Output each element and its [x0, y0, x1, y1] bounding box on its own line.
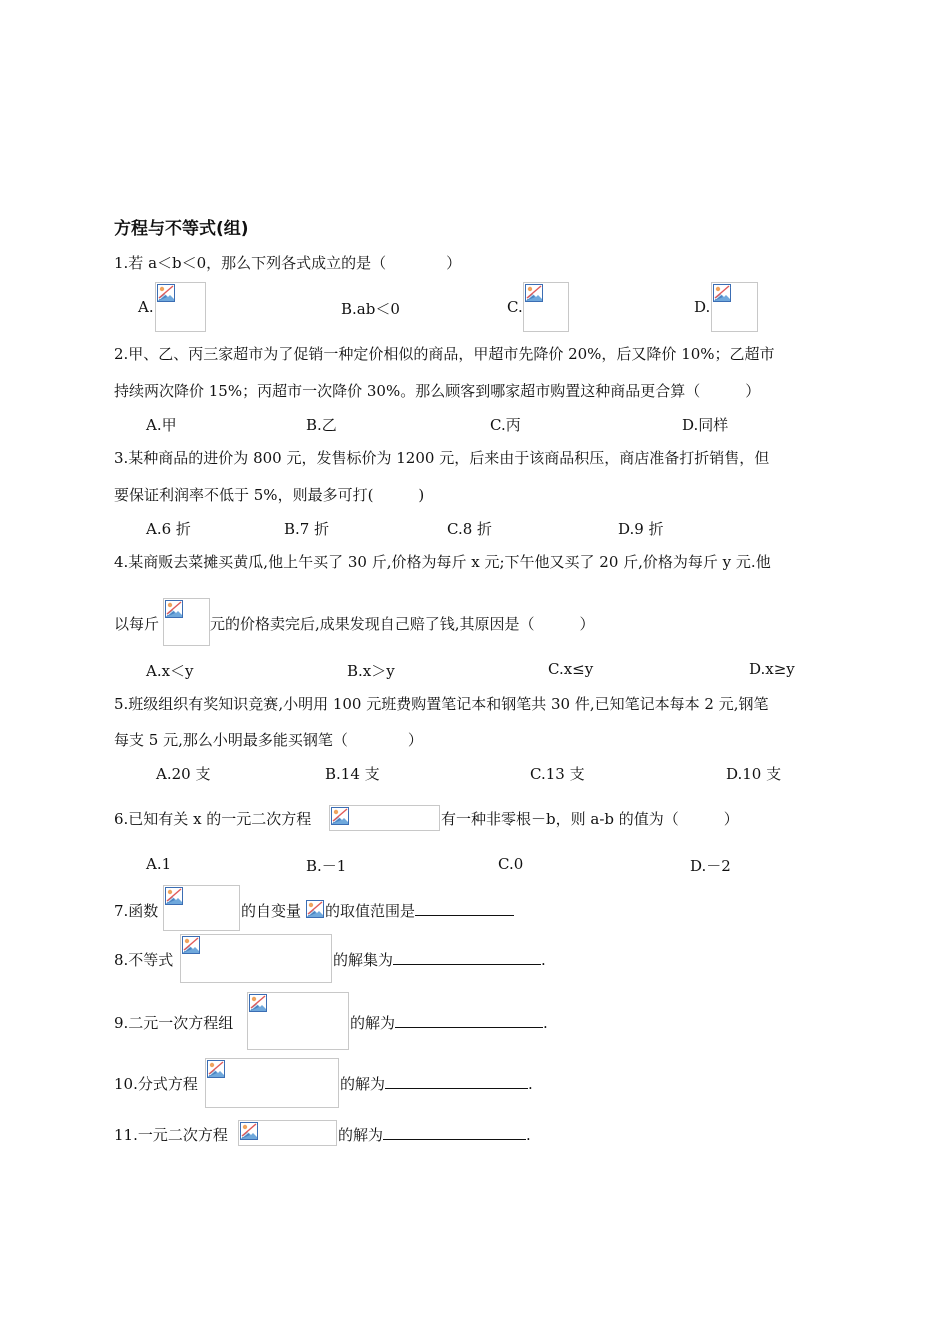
- q3-option-a: A.6 折: [146, 520, 191, 538]
- q1-option-a: A.: [138, 298, 154, 316]
- question-10-post: 的解为 .: [340, 1075, 533, 1093]
- q8-inequality-image: [180, 934, 332, 983]
- answer-blank[interactable]: [415, 901, 514, 916]
- q2-option-a: A.甲: [146, 416, 177, 434]
- question-3-line-1: 3.某种商品的进价为 800 元，发售标价为 1200 元，后来由于该商品积压，商店准备打折销售，但: [114, 449, 770, 467]
- q6-equation-image: [329, 805, 440, 831]
- broken-image-icon: [157, 284, 175, 302]
- q5-option-d: D.10 支: [726, 765, 782, 783]
- question-11-pre: 11.一元二次方程: [114, 1126, 228, 1144]
- answer-blank[interactable]: [395, 1013, 543, 1028]
- q1-option-a-image: [155, 282, 206, 332]
- broken-image-icon: [207, 1060, 225, 1078]
- q4-option-c: C.x≤y: [548, 660, 594, 678]
- q6-option-c: C.0: [498, 855, 524, 873]
- q6-option-d: D.－2: [690, 857, 731, 875]
- question-6-pre: 6.已知有关 x 的一元二次方程: [114, 810, 312, 828]
- question-1-stem: 1.若 a＜b＜0，那么下列各式成立的是（ ）: [114, 254, 462, 272]
- question-8-pre: 8.不等式: [114, 951, 174, 969]
- question-5-line-2: 每支 5 元,那么小明最多能买钢笔（ ）: [114, 731, 423, 749]
- section-title: 方程与不等式(组): [114, 219, 249, 239]
- answer-blank[interactable]: [393, 950, 541, 965]
- question-4-line-2-pre: 以每斤: [114, 615, 160, 633]
- q5-option-c: C.13 支: [530, 765, 585, 783]
- q5-option-a: A.20 支: [156, 765, 211, 783]
- q2-option-d: D.同样: [682, 416, 729, 434]
- q4-option-b: B.x＞y: [347, 662, 395, 680]
- question-3-line-2: 要保证利润率不低于 5%，则最多可打( ): [114, 486, 425, 504]
- q11-equation-image: [238, 1120, 337, 1146]
- q3-option-c: C.8 折: [447, 520, 493, 538]
- question-2-line-2: 持续两次降价 15%；丙超市一次降价 30%。那么顾客到哪家超市购置这种商品更合算（ ）: [114, 382, 761, 400]
- question-5-line-1: 5.班级组织有奖知识竞赛,小明用 100 元班费购置笔记本和钢笔共 30 件,已知笔记本每本 2 元,钢笔: [114, 695, 769, 713]
- q1-option-c-image: [523, 282, 569, 332]
- question-7-pre: 7.函数: [114, 902, 159, 920]
- q1-option-d: D.: [694, 298, 711, 316]
- q3-option-b: B.7 折: [284, 520, 330, 538]
- question-11-post: 的解为 .: [338, 1126, 531, 1144]
- question-4-line-1: 4.某商贩去菜摊买黄瓜,他上午买了 30 斤,价格为每斤 x 元;下午他又买了 20 斤,价格为每斤 y 元.他: [114, 553, 771, 571]
- broken-image-icon: [165, 600, 183, 618]
- q6-option-a: A.1: [146, 855, 172, 873]
- q7-variable-image: [306, 900, 324, 918]
- q10-equation-image: [205, 1058, 339, 1108]
- q1-option-b: B.ab＜0: [341, 300, 400, 318]
- broken-image-icon: [240, 1122, 258, 1140]
- q6-option-b: B.－1: [306, 857, 347, 875]
- q3-option-d: D.9 折: [618, 520, 664, 538]
- answer-blank[interactable]: [383, 1125, 526, 1140]
- q5-option-b: B.14 支: [325, 765, 380, 783]
- question-7-mid: 的自变量: [241, 902, 302, 920]
- broken-image-icon: [713, 284, 731, 302]
- broken-image-icon: [331, 807, 349, 825]
- q2-option-b: B.乙: [306, 416, 337, 434]
- broken-image-icon: [165, 887, 183, 905]
- question-9-post: 的解为 .: [350, 1014, 548, 1032]
- q4-inline-formula-image: [163, 598, 210, 646]
- question-6-post: 有一种非零根－b，则 a-b 的值为（ ）: [441, 810, 739, 828]
- question-7-post: 的取值范围是: [325, 900, 514, 921]
- q1-option-d-image: [711, 282, 758, 332]
- q9-system-image: [247, 992, 349, 1050]
- question-4-line-2-post: 元的价格卖完后,成果发现自己赔了钱,其原因是（ ）: [210, 615, 595, 633]
- q4-option-a: A.x＜y: [146, 662, 194, 680]
- q1-option-c: C.: [507, 298, 523, 316]
- q4-option-d: D.x≥y: [749, 660, 795, 678]
- question-2-line-1: 2.甲、乙、丙三家超市为了促销一种定价相似的商品，甲超市先降价 20%，后又降价 10%；乙超市: [114, 345, 775, 363]
- broken-image-icon: [525, 284, 543, 302]
- broken-image-icon: [249, 994, 267, 1012]
- broken-image-icon: [306, 900, 324, 918]
- q7-function-image: [163, 885, 240, 931]
- question-10-pre: 10.分式方程: [114, 1075, 198, 1093]
- answer-blank[interactable]: [385, 1074, 528, 1089]
- broken-image-icon: [182, 936, 200, 954]
- question-9-pre: 9.二元一次方程组: [114, 1014, 234, 1032]
- q2-option-c: C.丙: [490, 416, 521, 434]
- question-8-post: 的解集为 .: [333, 951, 546, 969]
